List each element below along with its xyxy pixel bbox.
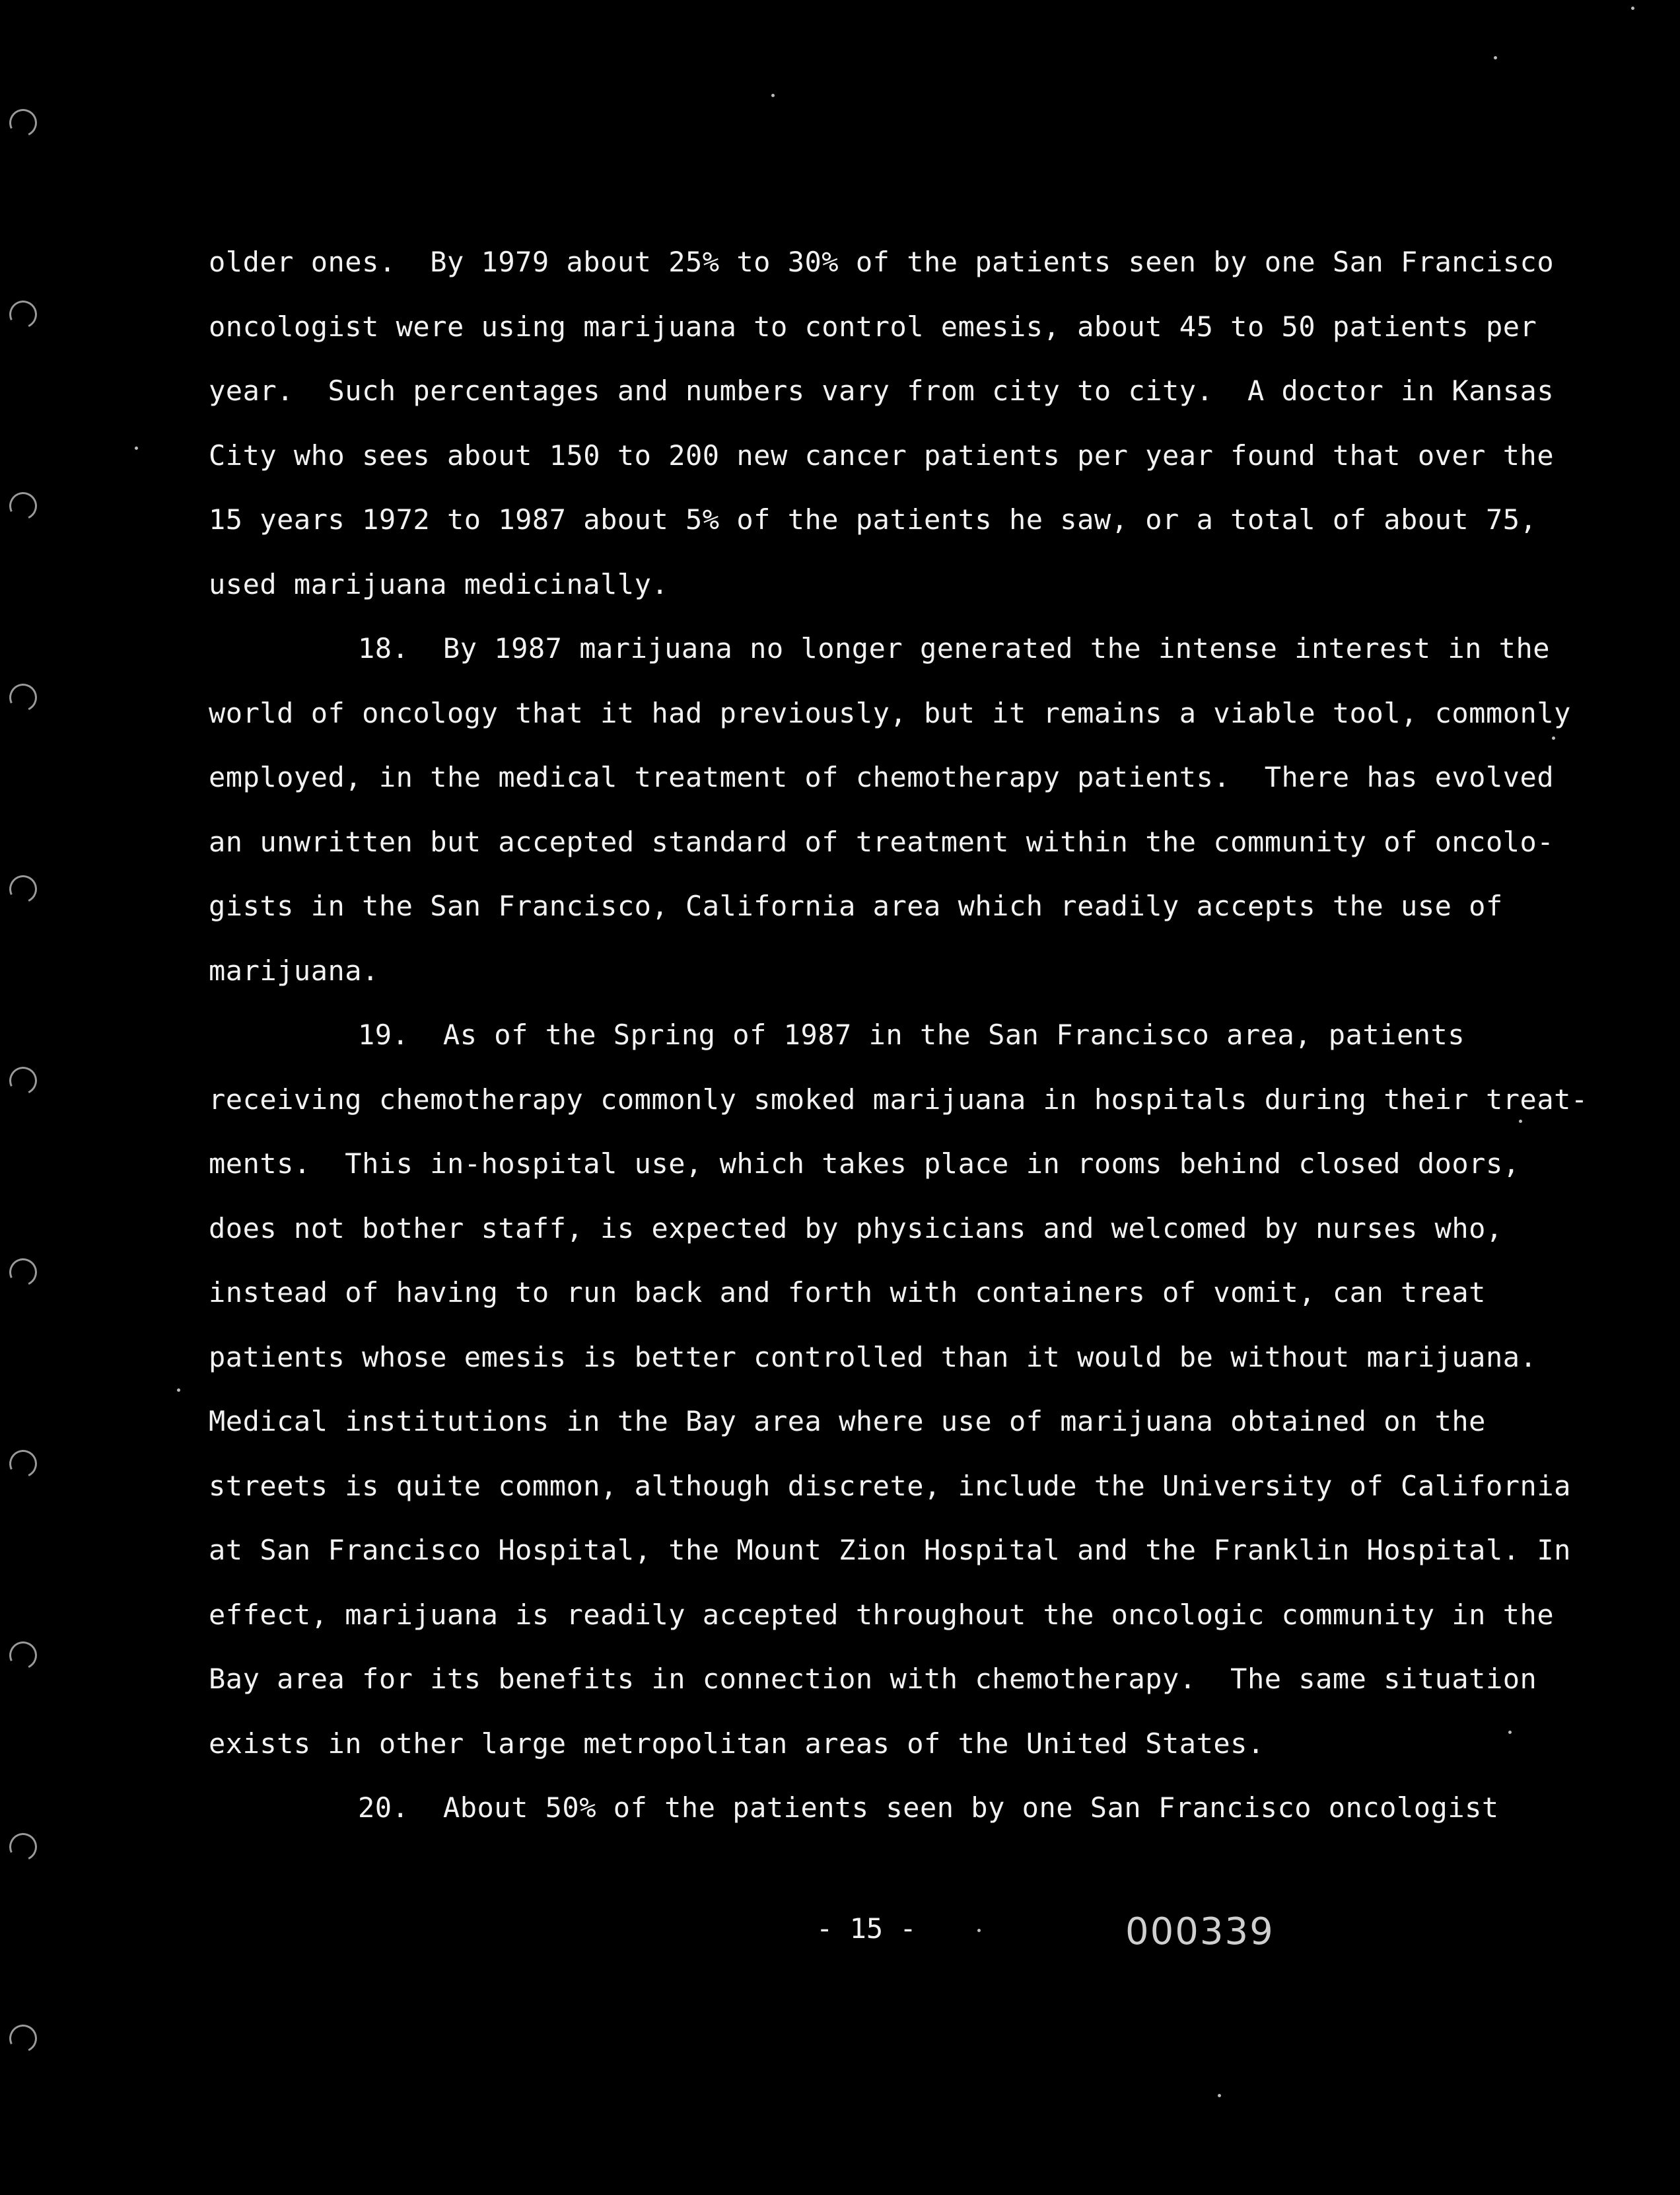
scan-speck: [135, 447, 138, 450]
scan-speck: [977, 1929, 981, 1932]
scan-speck: [771, 94, 775, 97]
body-line: employed, in the medical treatment of chemotherapy patients. There has evolved: [209, 761, 1555, 793]
document-body: [209, 230, 1588, 1840]
body-line: 15 years 1972 to 1987 about 5% of the patients he saw, or a total of about 75,: [209, 503, 1537, 536]
binder-hole-artifact: [5, 2021, 41, 2056]
body-line: used marijuana medicinally.: [209, 567, 669, 600]
bates-stamp-number: 000339: [1125, 1910, 1275, 1953]
body-line: Bay area for its benefits in connection with chemotherapy. The same situation: [209, 1663, 1537, 1695]
paragraph-20-start: 20. About 50% of the patients seen by one San Francisco oncologist: [358, 1791, 1499, 1824]
body-line: world of oncology that it had previously, but it remains a viable tool, commonly: [209, 696, 1571, 729]
body-line: effect, marijuana is readily accepted throughout the oncologic community in the: [209, 1598, 1555, 1631]
scan-speck: [1631, 7, 1634, 10]
paragraph-19-start: 19. As of the Spring of 1987 in the San Francisco area, patients: [358, 1019, 1465, 1051]
body-line: does not bother staff, is expected by physicians and welcomed by nurses who,: [209, 1211, 1503, 1244]
body-line: gists in the San Francisco, California area which readily accepts the use of: [209, 890, 1503, 922]
scan-speck: [1494, 56, 1497, 59]
binder-hole-artifact: [5, 1254, 41, 1290]
binder-hole-artifact: [5, 871, 41, 907]
scan-speck: [1218, 2094, 1221, 2097]
binder-hole-artifact: [5, 1063, 41, 1098]
paragraph-18-start: 18. By 1987 marijuana no longer generated the intense interest in the: [358, 632, 1551, 665]
binder-hole-artifact: [5, 1829, 41, 1865]
body-line: Medical institutions in the Bay area where use of marijuana obtained on the: [209, 1405, 1486, 1437]
binder-hole-artifact: [5, 105, 41, 141]
body-line: ments. This in-hospital use, which takes place in rooms behind closed doors,: [209, 1147, 1520, 1180]
body-line: older ones. By 1979 about 25% to 30% of the patients seen by one San Francisco: [209, 246, 1555, 278]
body-line: receiving chemotherapy commonly smoked marijuana in hospitals during their treat-: [209, 1083, 1588, 1116]
body-line: at San Francisco Hospital, the Mount Zion Hospital and the Franklin Hospital. In: [209, 1534, 1571, 1566]
body-line: streets is quite common, although discrete, include the University of California: [209, 1469, 1571, 1502]
body-line: year. Such percentages and numbers vary from city to city. A doctor in Kansas: [209, 375, 1555, 407]
body-line: patients whose emesis is better controlled than it would be without marijuana.: [209, 1340, 1537, 1373]
page-number: - 15 -: [816, 1912, 917, 1945]
body-line: exists in other large metropolitan areas of the United States.: [209, 1727, 1265, 1760]
body-line: an unwritten but accepted standard of treatment within the community of oncolo-: [209, 825, 1555, 858]
body-line: oncologist were using marijuana to control emesis, about 45 to 50 patients per: [209, 310, 1537, 343]
binder-hole-artifact: [5, 488, 41, 524]
binder-hole-artifact: [5, 1637, 41, 1673]
body-line: marijuana.: [209, 954, 379, 987]
binder-hole-artifact: [5, 680, 41, 715]
body-line: City who sees about 150 to 200 new cancer patients per year found that over the: [209, 439, 1555, 472]
body-line: instead of having to run back and forth with containers of vomit, can treat: [209, 1276, 1486, 1309]
scan-speck: [177, 1388, 180, 1392]
binder-hole-artifact: [5, 297, 41, 332]
binder-hole-artifact: [5, 1446, 41, 1482]
